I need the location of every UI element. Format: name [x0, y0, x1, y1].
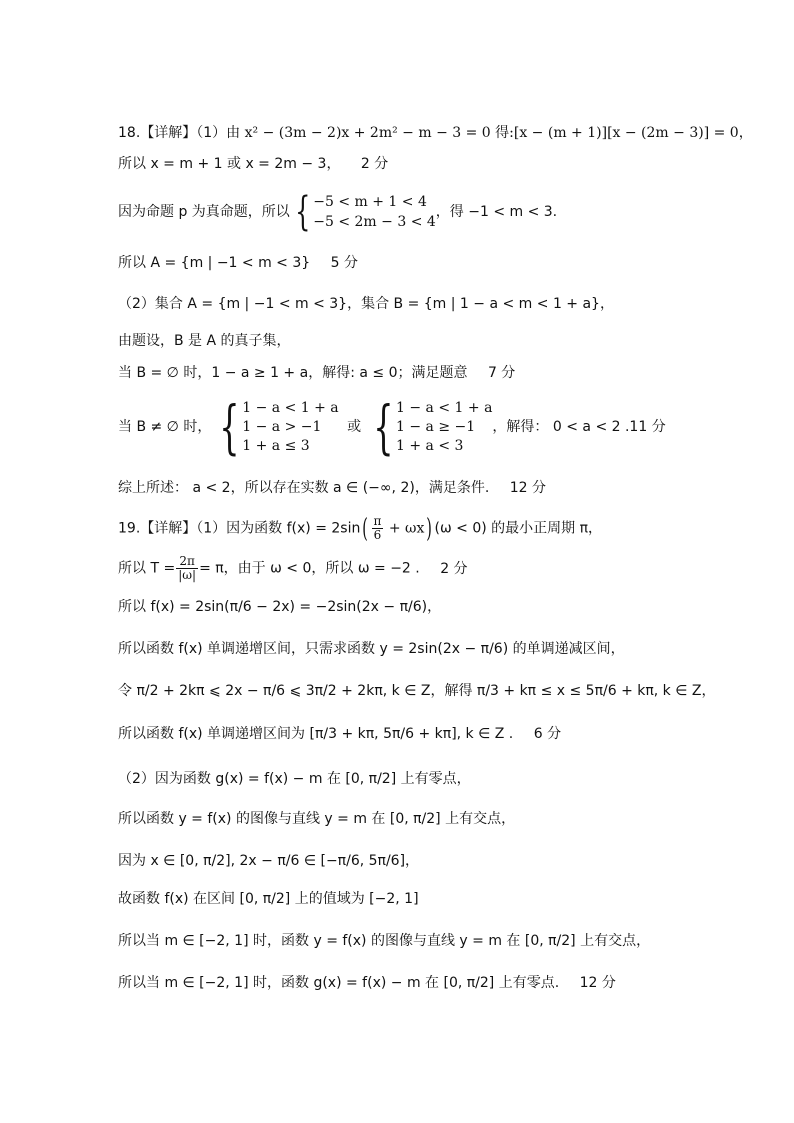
q18-line-3 [118, 189, 558, 235]
q19-line-3 [118, 598, 441, 616]
left-brace: { [219, 393, 240, 461]
q18-system-1 [242, 399, 338, 456]
q19-part2-text: （2）因为函数 g(x) = f(x) − m 在 [0, π/2] 上有零点， [118, 771, 471, 787]
q19-line-1: 19.【详解】（1）因为函数 f(x) = 2sin( $\frac{\pi}{6}$ + ωx) (ω < 0) 的最小正周期 π， [118, 513, 603, 544]
q19-intersection-text: 所以函数 y = f(x) 的图像与直线 y = m 在 [0, π/2] 上有交点， [118, 811, 516, 827]
q19-period-text: (ω < 0) 的最小正周期 π， [434, 520, 603, 537]
q18-subset-text: 由题设，B 是 A 的真子集， [118, 333, 291, 349]
left-brace: { [294, 189, 311, 235]
q19-inequality: 令 π/2 + 2kπ ⩽ 2x − π/6 ⩽ 3π/2 + 2kπ, k ∈ Z，解得 π/3 + kπ ≤ x ≤ 5π/6 + kπ, k ∈ Z， [118, 683, 716, 699]
numerator: π [373, 514, 382, 528]
q18-empty-case: 当 B = ∅ 时，1 − a ≥ 1 + a，解得: a ≤ 0；满足题意 [118, 365, 468, 381]
system-row: 1 − a ≥ −1 [396, 418, 476, 435]
q18-inequality-system [313, 192, 436, 232]
score-mark: 2 分 [360, 156, 389, 172]
system-row: 1 + a ≤ 3 [242, 437, 310, 454]
q19-line-11 [118, 932, 650, 950]
system-row: −5 < m + 1 < 4 [313, 194, 427, 210]
q18-line-4 [118, 254, 358, 272]
q19-heading: 19.【详解】（1）因为函数 f(x) = 2sin [118, 520, 361, 537]
q19-line-7 [118, 770, 471, 788]
q19-interval-result: 所以函数 f(x) 单调递增区间为 [π/3 + kπ, 5π/6 + kπ], k ∈ Z . [118, 726, 514, 742]
system-row: 1 − a < 1 + a [396, 399, 493, 416]
q18-line-8 [118, 393, 666, 461]
q18-equation-1: x² − (3m − 2)x + 2m² − m − 3 = 0 得:[x − (m + 1)][x − (2m − 3)] = 0， [244, 125, 753, 141]
denominator: |ω| [178, 568, 197, 582]
score-mark: 12 分 [509, 480, 546, 496]
score-mark: 6 分 [533, 726, 562, 742]
q19-line-10 [118, 890, 419, 908]
system-row: 1 − a < 1 + a [242, 399, 339, 416]
q18-line-1 [118, 124, 753, 142]
q19-conclusion: 所以当 m ∈ [−2, 1] 时，函数 g(x) = f(x) − m 在 [0, π/2] 上有零点. [118, 975, 560, 991]
left-paren: ( [362, 513, 369, 544]
q19-line-6 [118, 725, 561, 743]
q19-line-4 [118, 640, 625, 658]
or-word: 或 [347, 419, 362, 435]
score-mark: 2 分 [440, 560, 468, 577]
q18-line-2 [118, 155, 388, 173]
q18-line-9 [118, 479, 546, 497]
q18-roots: 所以 x = m + 1 或 x = 2m − 3， [118, 156, 341, 172]
system-row: 1 + a < 3 [396, 437, 464, 454]
q18-line-7 [118, 364, 515, 382]
fraction [372, 515, 384, 542]
q19-omega-text: = π，由于 ω < 0，所以 ω = −2 . [199, 560, 420, 577]
q19-line-8 [118, 810, 515, 828]
left-brace: { [373, 393, 394, 461]
numerator: 2π [176, 555, 198, 569]
q19-value-range: 故函数 f(x) 在区间 [0, π/2] 上的值域为 [−2, 1] [118, 891, 419, 907]
q18-solution: ，解得： 0 < a < 2 .11 分 [492, 419, 666, 435]
q18-nonempty-case: 当 B ≠ ∅ 时， [118, 419, 212, 435]
q19-increasing-text: 所以函数 f(x) 单调递增区间，只需求函数 y = 2sin(2x − π/6) 的单调递减区间， [118, 641, 625, 657]
q19-line-5 [118, 682, 715, 700]
q19-line-2 [118, 555, 468, 582]
fraction [176, 555, 198, 582]
q18-part2-sets: （2）集合 A = {m | −1 < m < 3}，集合 B = {m | 1 − a < m < 1 + a}， [118, 296, 614, 312]
q18-line-6 [118, 332, 291, 350]
q18-condition-text: 因为命题 p 为真命题，所以 [118, 204, 290, 220]
q18-condition-result: ，得 −1 < m < 3. [435, 204, 558, 220]
q19-function-form: 所以 f(x) = 2sin(π/6 − 2x) = −2sin(2x − π/6)， [118, 599, 442, 615]
q18-heading: 18.【详解】（1）由 [118, 125, 241, 141]
q18-set-a: 所以 A = {m | −1 < m < 3} [118, 255, 311, 271]
system-row: −5 < 2m − 3 < 4 [313, 214, 436, 230]
q19-period-label: 所以 T = [118, 560, 176, 577]
score-mark: 5 分 [330, 255, 358, 271]
q19-line-12 [118, 974, 616, 992]
q19-range-of-x: 因为 x ∈ [0, π/2], 2x − π/6 ∈ [−π/6, 5π/6]， [118, 853, 420, 869]
q18-system-2 [396, 399, 492, 456]
q19-m-range-text: 所以当 m ∈ [−2, 1] 时，函数 y = f(x) 的图像与直线 y = m 在 [0, π/2] 上有交点， [118, 933, 651, 949]
system-row: 1 − a > −1 [242, 418, 322, 435]
right-paren: ) [426, 513, 433, 544]
q18-line-5 [118, 295, 614, 313]
q19-line-9 [118, 852, 419, 870]
q18-conclusion: 综上所述： a < 2，所以存在实数 a ∈ (−∞, 2)，满足条件. [118, 480, 490, 496]
score-mark: 7 分 [487, 365, 516, 381]
score-mark: 12 分 [579, 975, 616, 991]
denominator: 6 [373, 528, 382, 542]
